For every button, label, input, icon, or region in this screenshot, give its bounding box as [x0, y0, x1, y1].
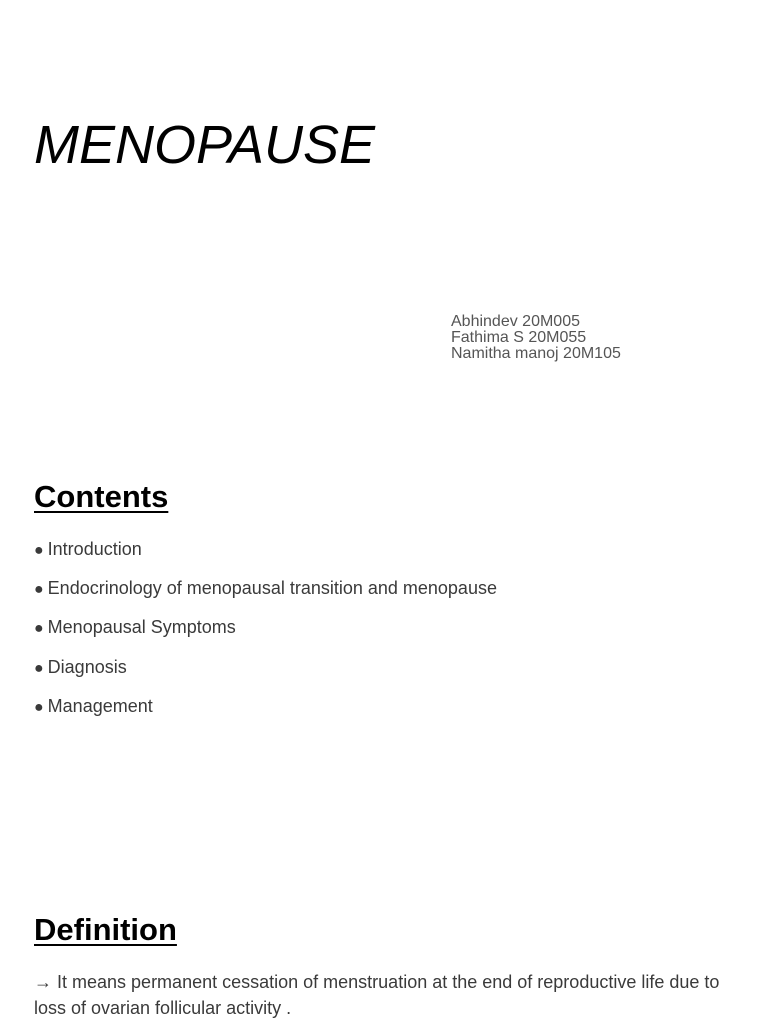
author-name: Abhindev 20M005 — [451, 313, 580, 330]
contents-item-label: Management — [47, 695, 153, 716]
contents-item-label: Introduction — [47, 539, 142, 559]
author-list — [451, 314, 621, 362]
contents-list — [34, 537, 497, 733]
author-name: Fathima S 20M055 — [451, 329, 587, 346]
bullet-icon: ● — [34, 542, 44, 559]
definition-heading: Definition — [34, 912, 177, 947]
author-name: Namitha manoj 20M105 — [451, 345, 621, 362]
contents-item — [34, 537, 497, 576]
bullet-icon: ● — [34, 659, 44, 677]
definition-text — [34, 969, 734, 1021]
definition-body: It means permanent cessation of menstruation at the end of reproductive life due to loss of ovarian follicular activity . — [34, 972, 720, 1018]
document-title: MENOPAUSE — [34, 115, 376, 175]
contents-item — [34, 615, 497, 654]
contents-item — [34, 576, 497, 615]
bullet-icon: ● — [34, 581, 44, 599]
contents-item — [34, 655, 497, 694]
contents-item-label: Menopausal Symptoms — [47, 617, 236, 638]
arrow-icon: → — [34, 972, 52, 992]
bullet-icon: ● — [34, 698, 44, 716]
contents-item-label: Diagnosis — [47, 656, 127, 677]
contents-heading: Contents — [34, 479, 169, 514]
contents-item — [34, 694, 497, 733]
contents-item-label: Endocrinology of menopausal transition and menopause — [47, 578, 497, 599]
bullet-icon: ● — [34, 620, 44, 638]
